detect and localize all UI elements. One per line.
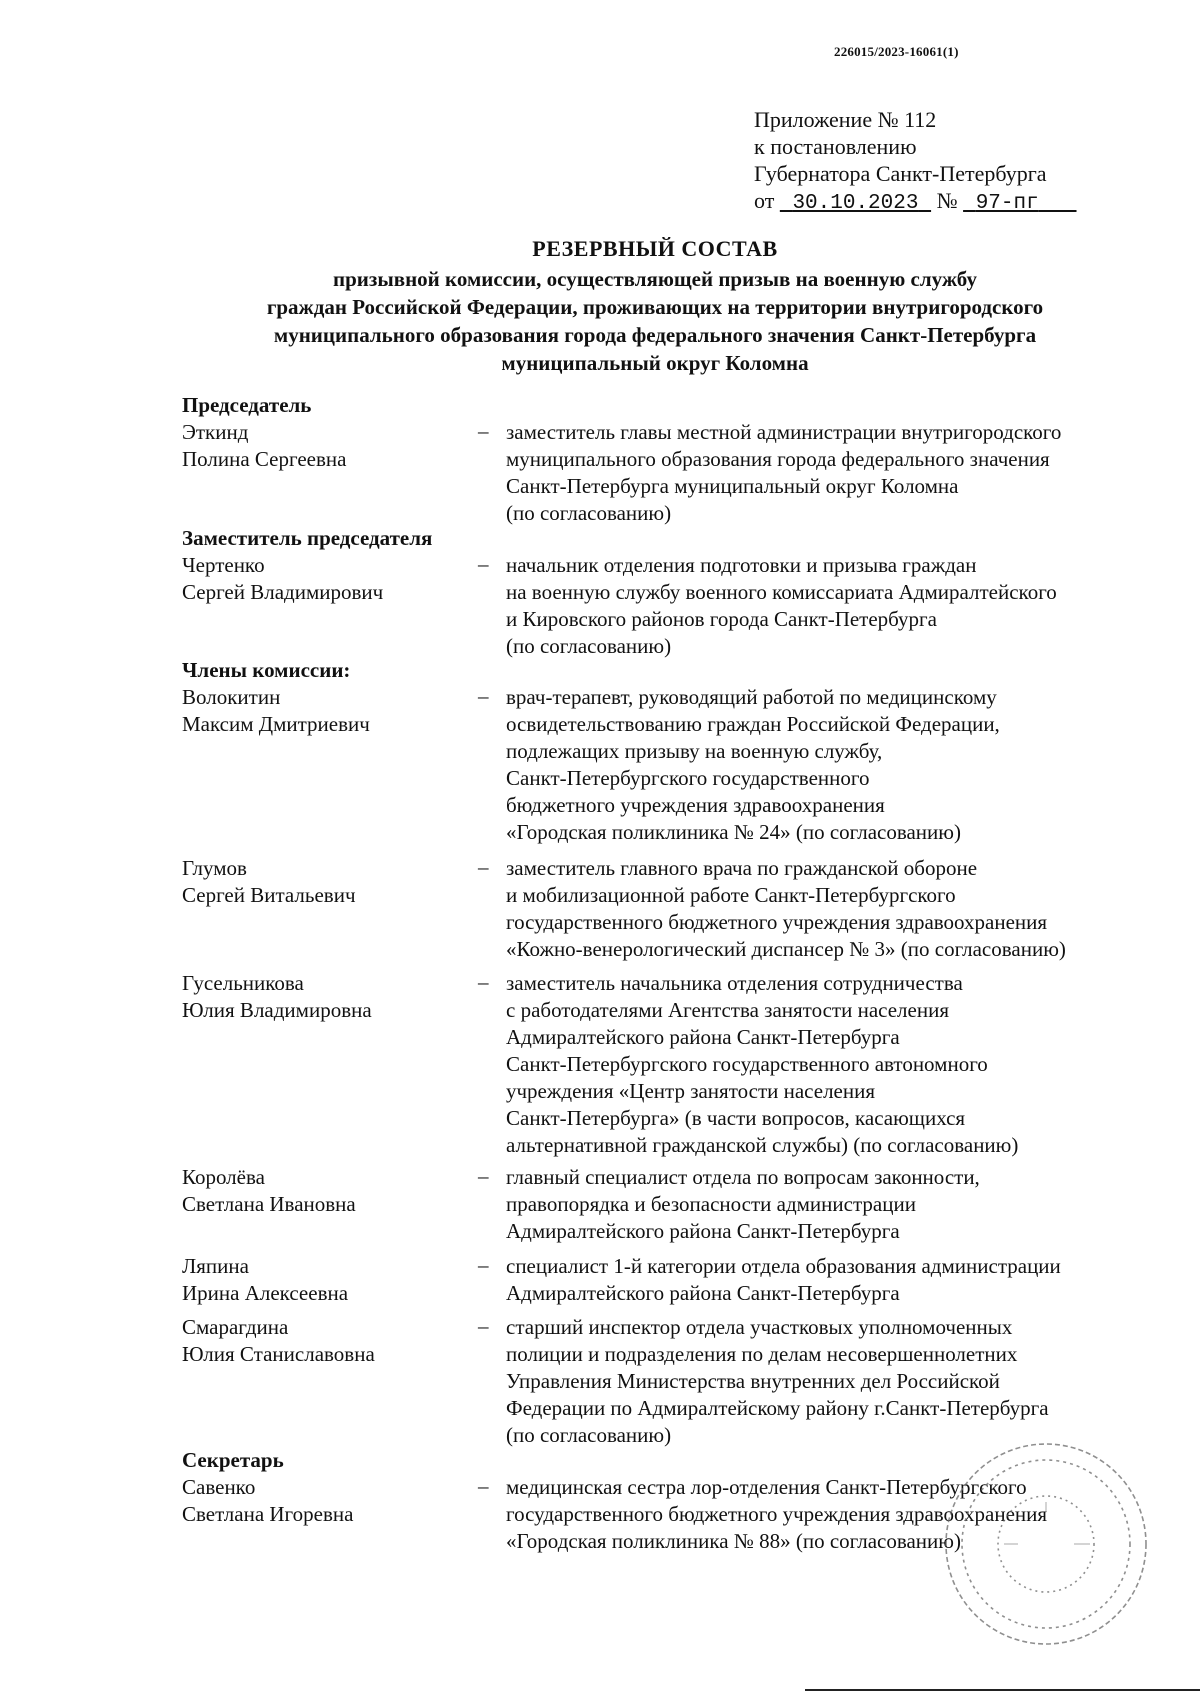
dash-separator: – [478,684,489,708]
dash-separator: – [478,1253,489,1277]
subtitle-line: муниципальный округ Коломна [501,351,809,375]
member-name: Волокитин Максим Дмитриевич [182,685,370,736]
member-name: Гусельникова Юлия Владимировна [182,971,372,1022]
member-name: Савенко Светлана Игоревна [182,1475,354,1526]
member-name: Чертенко Сергей Владимирович [182,553,384,604]
heading-deputy-chairman: Заместитель председателя [182,526,433,550]
member-position: врач-терапевт, руководящий работой по медицинскому освидетельствованию граждан Российской Федерации, подлежащих призыву на военную службу, Санкт-Петербургского государственного бюджетного учреждения здравоохранения «Городская поликлиника № 24» (по согласованию) [506,685,1000,844]
dash-separator: – [478,419,489,443]
dash-separator: – [478,1474,489,1498]
appendix-date-line [754,187,1077,217]
member-position: главный специалист отдела по вопросам законности, правопорядка и безопасности администрации Адмиралтейского района Санкт-Петербурга [506,1165,980,1243]
member-name: Королёва Светлана Ивановна [182,1165,356,1216]
heading-secretary: Секретарь [182,1448,284,1472]
subtitle-line: призывной комиссии, осуществляющей призыв на военную службу [333,267,977,291]
member-position: заместитель главного врача по гражданской обороне и мобилизационной работе Санкт-Петербургского государственного бюджетного учреждения здравоохранения «Кожно-венерологический диспансер № 3» (по согласованию) [506,856,1066,961]
dash-separator: – [478,552,489,576]
heading-chairman: Председатель [182,393,312,417]
date-prefix: от [754,188,775,213]
official-stamp [918,1432,1148,1652]
member-position: специалист 1-й категории отдела образования администрации Адмиралтейского района Санкт-Петербурга [506,1254,1061,1305]
member-name: Глумов Сергей Витальевич [182,856,356,907]
member-position: медицинская сестра лор-отделения Санкт-Петербургского государственного бюджетного учреждения здравоохранения «Городская поликлиника № 88» (по согласованию) [506,1475,1048,1553]
subtitle-line: граждан Российской Федерации, проживающих на территории внутригородского [266,295,1044,319]
number-prefix: № [936,188,958,213]
heading-members: Члены комиссии: [182,658,351,682]
member-position: заместитель главы местной администрации внутригородского муниципального образования города федерального значения Санкт-Петербурга муниципальный округ Коломна (по согласованию) [506,420,1062,525]
member-position: начальник отделения подготовки и призыва граждан на военную службу военного комиссариата Адмиралтейского и Кировского районов города Санкт-Петербурга (по согласованию) [506,553,1057,658]
document-title: РЕЗЕРВНЫЙ СОСТАВ [532,236,778,261]
appendix-issuer: Губернатора Санкт-Петербурга [754,161,1047,186]
member-position: старший инспектор отдела участковых уполномоченных полиции и подразделения по делам несовершеннолетних Управления Министерства внутренних дел Российской Федерации по Адмиралтейскому району г.Санкт-Петербурга (по согласованию) [506,1315,1049,1447]
dash-separator: – [478,1164,489,1188]
dash-separator: – [478,855,489,879]
dash-separator: – [478,1314,489,1338]
appendix-number: Приложение № 112 [754,107,937,132]
appendix-resolution-ref: к постановлению [754,134,917,159]
dash-separator: – [478,970,489,994]
page-bottom-edge-line [805,1689,1200,1691]
resolution-date: 30.10.2023 [792,192,919,215]
document-registration-number: 226015/2023-16061(1) [834,44,959,59]
document-subtitle [150,265,1160,377]
member-name: Смарагдина Юлия Станиславовна [182,1315,375,1366]
subtitle-line: муниципального образования города федерального значения Санкт-Петербурга [273,323,1037,347]
member-position: заместитель начальника отделения сотрудничества с работодателями Агентства занятости населения Адмиралтейского района Санкт-Петербурга Санкт-Петербургского государственного автономного учреждения «Центр занятости населения Санкт-Петербурга» (в части вопросов, касающихся альтернативной гражданской службы) (по согласованию) [506,971,1019,1157]
member-name: Эткинд Полина Сергеевна [182,420,347,471]
member-name: Ляпина Ирина Алексеевна [182,1254,349,1305]
appendix-block [754,106,1077,217]
resolution-number: 97-пг [975,192,1039,215]
